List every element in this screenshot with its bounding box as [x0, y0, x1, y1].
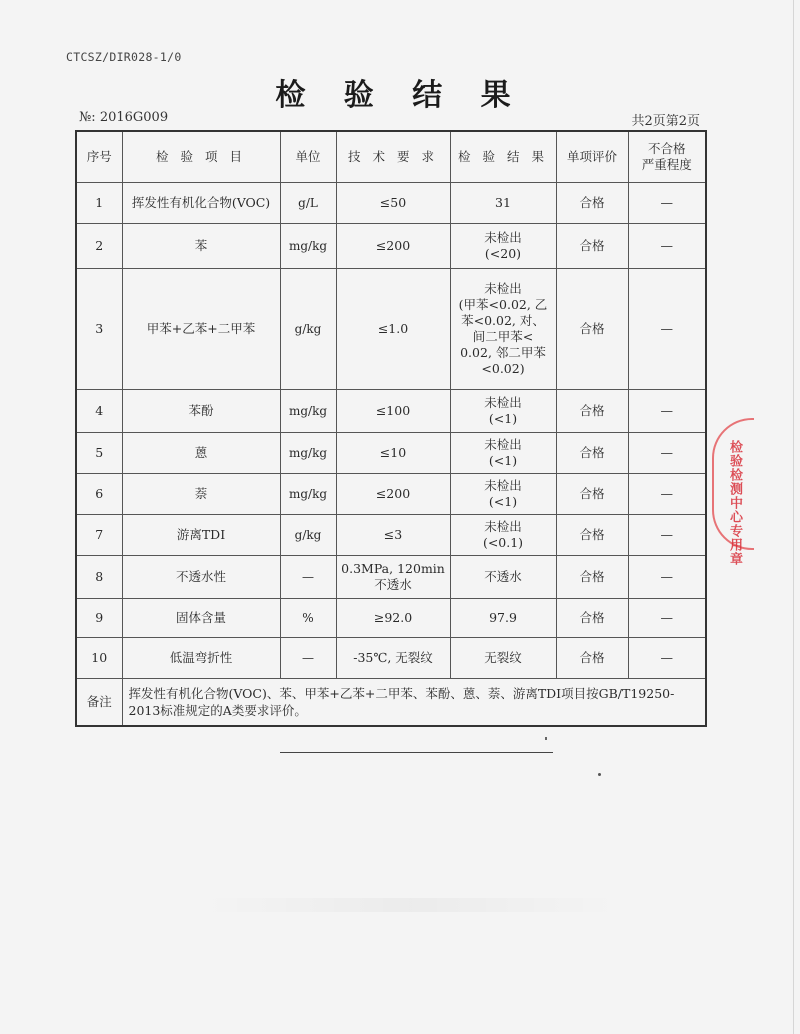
result-line: 无裂纹: [484, 650, 522, 665]
cell-requirement: ≤50: [336, 183, 450, 224]
header-evaluation: 单项评价: [556, 131, 628, 183]
result-line: <0.02): [481, 361, 525, 376]
cell-item: 甲苯+乙苯+二甲苯: [122, 269, 280, 390]
result-line: 不透水: [484, 569, 522, 584]
cell-unit: —: [280, 556, 336, 599]
result-line: 未检出: [484, 519, 522, 534]
cell-severity: —: [628, 515, 706, 556]
cell-result: [450, 183, 556, 224]
cell-result: [450, 224, 556, 269]
header-severity: [628, 131, 706, 183]
table-row: [76, 224, 706, 269]
cell-item: 苯: [122, 224, 280, 269]
cell-evaluation: 合格: [556, 433, 628, 474]
cell-severity: —: [628, 224, 706, 269]
page-edge: [793, 0, 794, 1034]
cell-requirement: 0.3MPa, 120min 不透水: [336, 556, 450, 599]
header-severity-line2: 严重程度: [641, 157, 692, 172]
cell-requirement: ≤100: [336, 390, 450, 433]
page-info: 共2页第2页: [631, 114, 700, 129]
cell-requirement: ≤1.0: [336, 269, 450, 390]
cell-item: 苯酚: [122, 390, 280, 433]
result-line: (<1): [488, 494, 518, 509]
cell-evaluation: 合格: [556, 183, 628, 224]
cell-unit: %: [280, 599, 336, 638]
cell-severity: —: [628, 390, 706, 433]
result-line: 未检出: [484, 478, 522, 493]
header-severity-line1: 不合格: [647, 141, 686, 156]
table-row: [76, 269, 706, 390]
table-row: [76, 390, 706, 433]
result-line: (<1): [488, 453, 518, 468]
table-row: [76, 599, 706, 638]
cell-item: 蒽: [122, 433, 280, 474]
table-row: [76, 515, 706, 556]
cell-evaluation: 合格: [556, 474, 628, 515]
cell-unit: mg/kg: [280, 224, 336, 269]
cell-item: 不透水性: [122, 556, 280, 599]
ink-dot: [598, 773, 601, 776]
cell-seq: 7: [76, 515, 122, 556]
cell-severity: —: [628, 556, 706, 599]
cell-result: [450, 474, 556, 515]
table-row: [76, 183, 706, 224]
stamp-text: 检验检测中心专用章: [727, 440, 742, 566]
result-line: (<20): [484, 246, 522, 261]
note-text: 挥发性有机化合物(VOC)、苯、甲苯+乙苯+二甲苯、苯酚、蒽、萘、游离TDI项目按GB/T19250-2013标准规定的A类要求评价。: [122, 679, 706, 727]
cell-seq: 9: [76, 599, 122, 638]
note-label: 备注: [76, 679, 122, 727]
cell-unit: mg/kg: [280, 433, 336, 474]
result-line: 苯<0.02, 对、: [461, 313, 545, 328]
header-seq: 序号: [76, 131, 122, 183]
cell-seq: 2: [76, 224, 122, 269]
cell-item: 低温弯折性: [122, 638, 280, 679]
cell-evaluation: 合格: [556, 599, 628, 638]
cell-unit: g/kg: [280, 515, 336, 556]
table-body: [76, 183, 706, 679]
results-table: [75, 130, 707, 727]
cell-requirement: ≤3: [336, 515, 450, 556]
cell-result: [450, 433, 556, 474]
cell-result: [450, 515, 556, 556]
cell-item: 萘: [122, 474, 280, 515]
report-number: №: 2016G009: [79, 110, 169, 125]
document-code: CTCSZ/DIR028-1/0: [66, 50, 182, 64]
cell-seq: 4: [76, 390, 122, 433]
cell-evaluation: 合格: [556, 269, 628, 390]
result-line: 间二甲苯<: [472, 329, 534, 344]
table-row: [76, 433, 706, 474]
cell-unit: g/L: [280, 183, 336, 224]
result-line: 未检出: [484, 395, 522, 410]
cell-result: [450, 599, 556, 638]
table-row: [76, 638, 706, 679]
cell-unit: —: [280, 638, 336, 679]
cell-item: 游离TDI: [122, 515, 280, 556]
cell-seq: 10: [76, 638, 122, 679]
result-line: (<1): [488, 411, 518, 426]
result-line: (<0.1): [482, 535, 524, 550]
cell-unit: mg/kg: [280, 390, 336, 433]
cell-requirement: ≤10: [336, 433, 450, 474]
cell-severity: —: [628, 599, 706, 638]
result-line: 未检出: [484, 230, 522, 245]
cell-severity: —: [628, 269, 706, 390]
cell-severity: —: [628, 433, 706, 474]
cell-severity: —: [628, 474, 706, 515]
table-row: [76, 474, 706, 515]
result-line: 未检出: [484, 437, 522, 452]
cell-unit: mg/kg: [280, 474, 336, 515]
cell-item: 固体含量: [122, 599, 280, 638]
ink-speck: [545, 737, 547, 740]
cell-seq: 6: [76, 474, 122, 515]
header-unit: 单位: [280, 131, 336, 183]
result-line: 0.02, 邻二甲苯: [460, 345, 546, 360]
cell-result: [450, 269, 556, 390]
cell-item: 挥发性有机化合物(VOC): [122, 183, 280, 224]
cell-seq: 3: [76, 269, 122, 390]
header-item: 检 验 项 目: [122, 131, 280, 183]
table-row: [76, 556, 706, 599]
header-result: 检 验 结 果: [450, 131, 556, 183]
faint-shadow: [200, 898, 620, 912]
note-row: [76, 679, 706, 727]
cell-result: [450, 390, 556, 433]
cell-requirement: ≤200: [336, 224, 450, 269]
header-requirement: 技 术 要 求: [336, 131, 450, 183]
cell-unit: g/kg: [280, 269, 336, 390]
cell-evaluation: 合格: [556, 224, 628, 269]
cell-seq: 8: [76, 556, 122, 599]
table-header-row: [76, 131, 706, 183]
result-line: 未检出: [484, 281, 522, 296]
cell-severity: —: [628, 638, 706, 679]
cell-seq: 1: [76, 183, 122, 224]
cell-result: [450, 638, 556, 679]
signature-line: [280, 752, 553, 753]
result-line: 31: [495, 195, 511, 210]
cell-seq: 5: [76, 433, 122, 474]
cell-evaluation: 合格: [556, 390, 628, 433]
cell-requirement: ≤200: [336, 474, 450, 515]
cell-requirement: -35℃, 无裂纹: [336, 638, 450, 679]
cell-severity: —: [628, 183, 706, 224]
page-title: 检 验 结 果: [275, 78, 525, 113]
result-line: (甲苯<0.02, 乙: [458, 297, 548, 312]
result-line: 97.9: [489, 610, 517, 625]
cell-evaluation: 合格: [556, 515, 628, 556]
cell-evaluation: 合格: [556, 638, 628, 679]
cell-result: [450, 556, 556, 599]
cell-evaluation: 合格: [556, 556, 628, 599]
cell-requirement: ≥92.0: [336, 599, 450, 638]
